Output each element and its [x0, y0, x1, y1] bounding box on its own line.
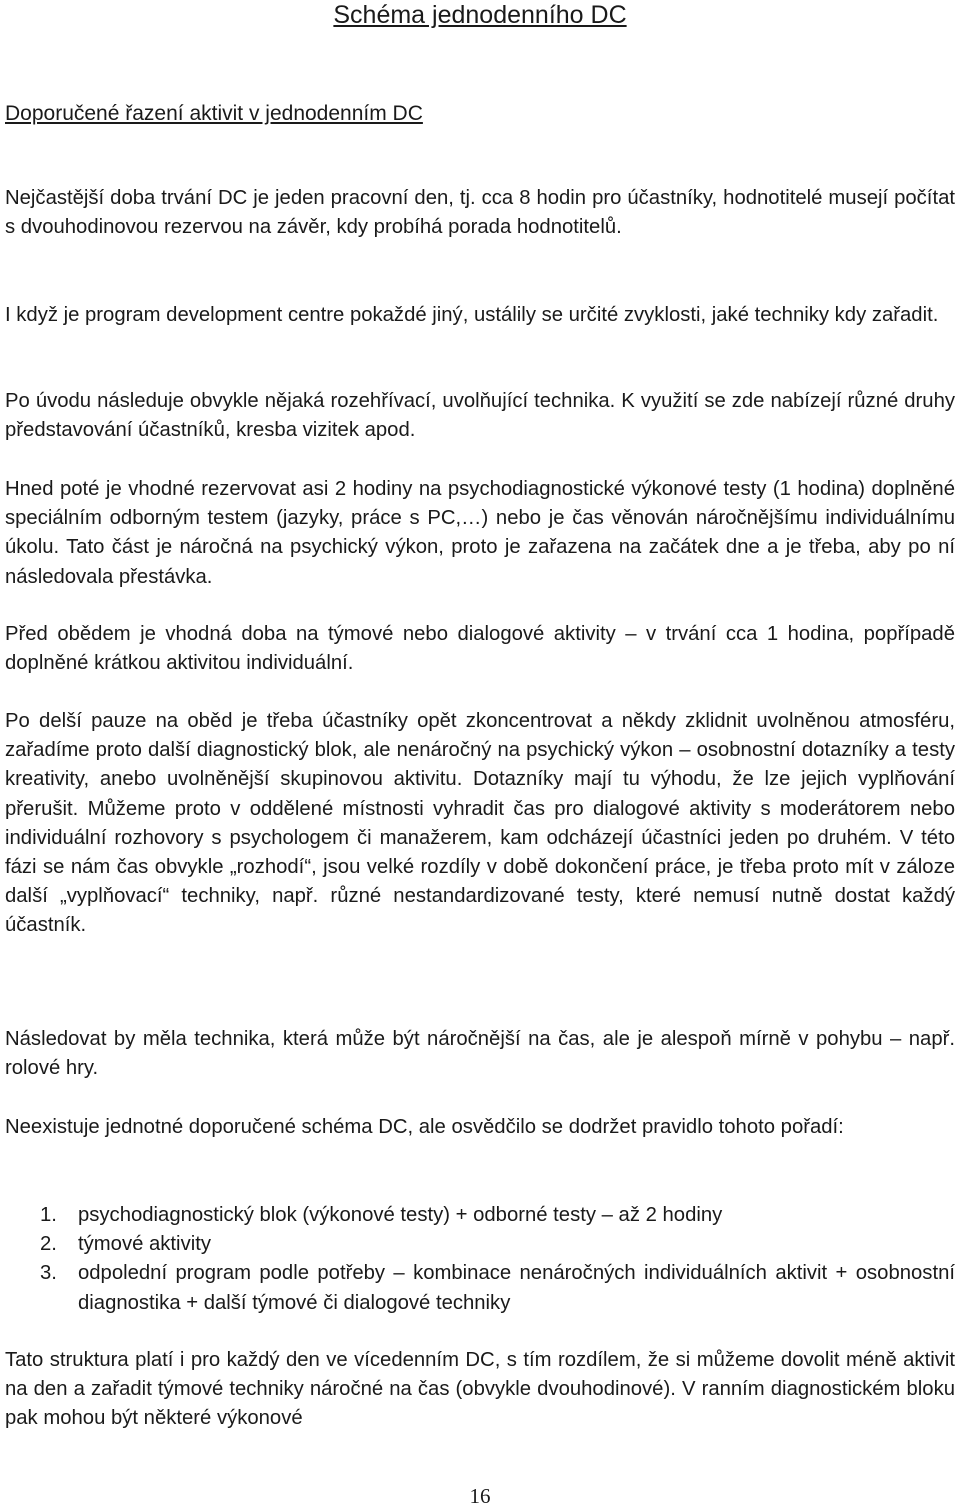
- paragraph: Hned poté je vhodné rezervovat asi 2 hodiny na psychodiagnostické výkonové testy (1 hodina) doplněné speciálním odborným testem (jazyky, práce s PC,…) nebo je čas věnován náročnějšímu individuálnímu úkolu. Tato část je náročná na psychický výkon, proto je zařazena na začátek dne a je třeba, aby po ní následovala přestávka.: [5, 478, 955, 588]
- paragraph: Nejčastější doba trvání DC je jeden pracovní den, tj. cca 8 hodin pro účastníky, hodnotitelé musejí počítat s dvouhodinovou rezervou na závěr, kdy probíhá porada hodnotitelů.: [5, 187, 955, 239]
- document-page: [5, 0, 955, 1430]
- numbered-list: [5, 1201, 955, 1318]
- paragraph: Následovat by měla technika, která může být náročnější na čas, ale je alespoň mírně v pohybu – např. rolové hry.: [5, 1028, 955, 1080]
- list-item: [5, 1259, 955, 1317]
- list-item-number: 1.: [40, 1204, 57, 1226]
- page-number: 16: [469, 1484, 491, 1508]
- list-item-text: odpolední program podle potřeby – kombinace nenáročných individuálních aktivit + osobnostní diagnostika + další týmové či dialogové techniky: [78, 1262, 955, 1314]
- section-title: Doporučené řazení aktivit v jednodenním DC: [5, 102, 423, 125]
- list-item-text: týmové aktivity: [78, 1233, 211, 1256]
- closing-paragraph: Tato struktura platí i pro každý den ve vícedenním DC, s tím rozdílem, že si můžeme dovolit méně aktivit na den a zařadit týmové techniky náročné na čas (obvykle dvouhodinové). V ranním diagnostickém bloku pak mohou být některé výkonové: [5, 1349, 955, 1430]
- document-title: Schéma jednodenního DC: [333, 1, 627, 29]
- list-item: [5, 1201, 955, 1230]
- list-item-number: 3.: [40, 1262, 57, 1285]
- paragraph: Po úvodu následuje obvykle nějaká rozehřívací, uvolňující technika. K využití se zde nabízejí různé druhy představování účastníků, kresba vizitek apod.: [5, 390, 955, 442]
- paragraph: Neexistuje jednotné doporučené schéma DC, ale osvědčilo se dodržet pravidlo tohoto pořadí:: [5, 1116, 844, 1138]
- paragraph: Po delší pauze na oběd je třeba účastníky opět zkoncentrovat a někdy zklidnit uvolněnou atmosféru, zařadíme proto další diagnostický blok, ale nenáročný na psychický výkon – osobnostní dotazníky a testy kreativity, anebo uvolněnější skupinovou aktivitu. Dotazníky mají tu výhodu, že lze jejich vyplňování přerušit. Můžeme proto v oddělené místnosti vyhradit čas pro dialogové aktivity s moderátorem nebo individuální rozhovory s psychologem či manažerem, kam odcházejí účastníci jeden po druhém. V této fázi se nám čas obvykle „rozhodí“, jsou velké rozdíly v době dokončení práce, je třeba proto mít v záloze další „vyplňovací“ techniky, např. různé nestandardizované testy, které nemusí nutně dostat každý účastník.: [5, 710, 955, 937]
- paragraph: Před obědem je vhodná doba na týmové nebo dialogové aktivity – v trvání cca 1 hodina, popřípadě doplněné krátkou aktivitou individuální.: [5, 623, 955, 675]
- list-item-number: 2.: [40, 1233, 57, 1256]
- list-item-text: psychodiagnostický blok (výkonové testy) + odborné testy – až 2 hodiny: [78, 1204, 723, 1226]
- list-item: [5, 1230, 955, 1259]
- paragraph: I když je program development centre pokaždé jiný, ustálily se určité zvyklosti, jaké techniky kdy zařadit.: [5, 304, 939, 326]
